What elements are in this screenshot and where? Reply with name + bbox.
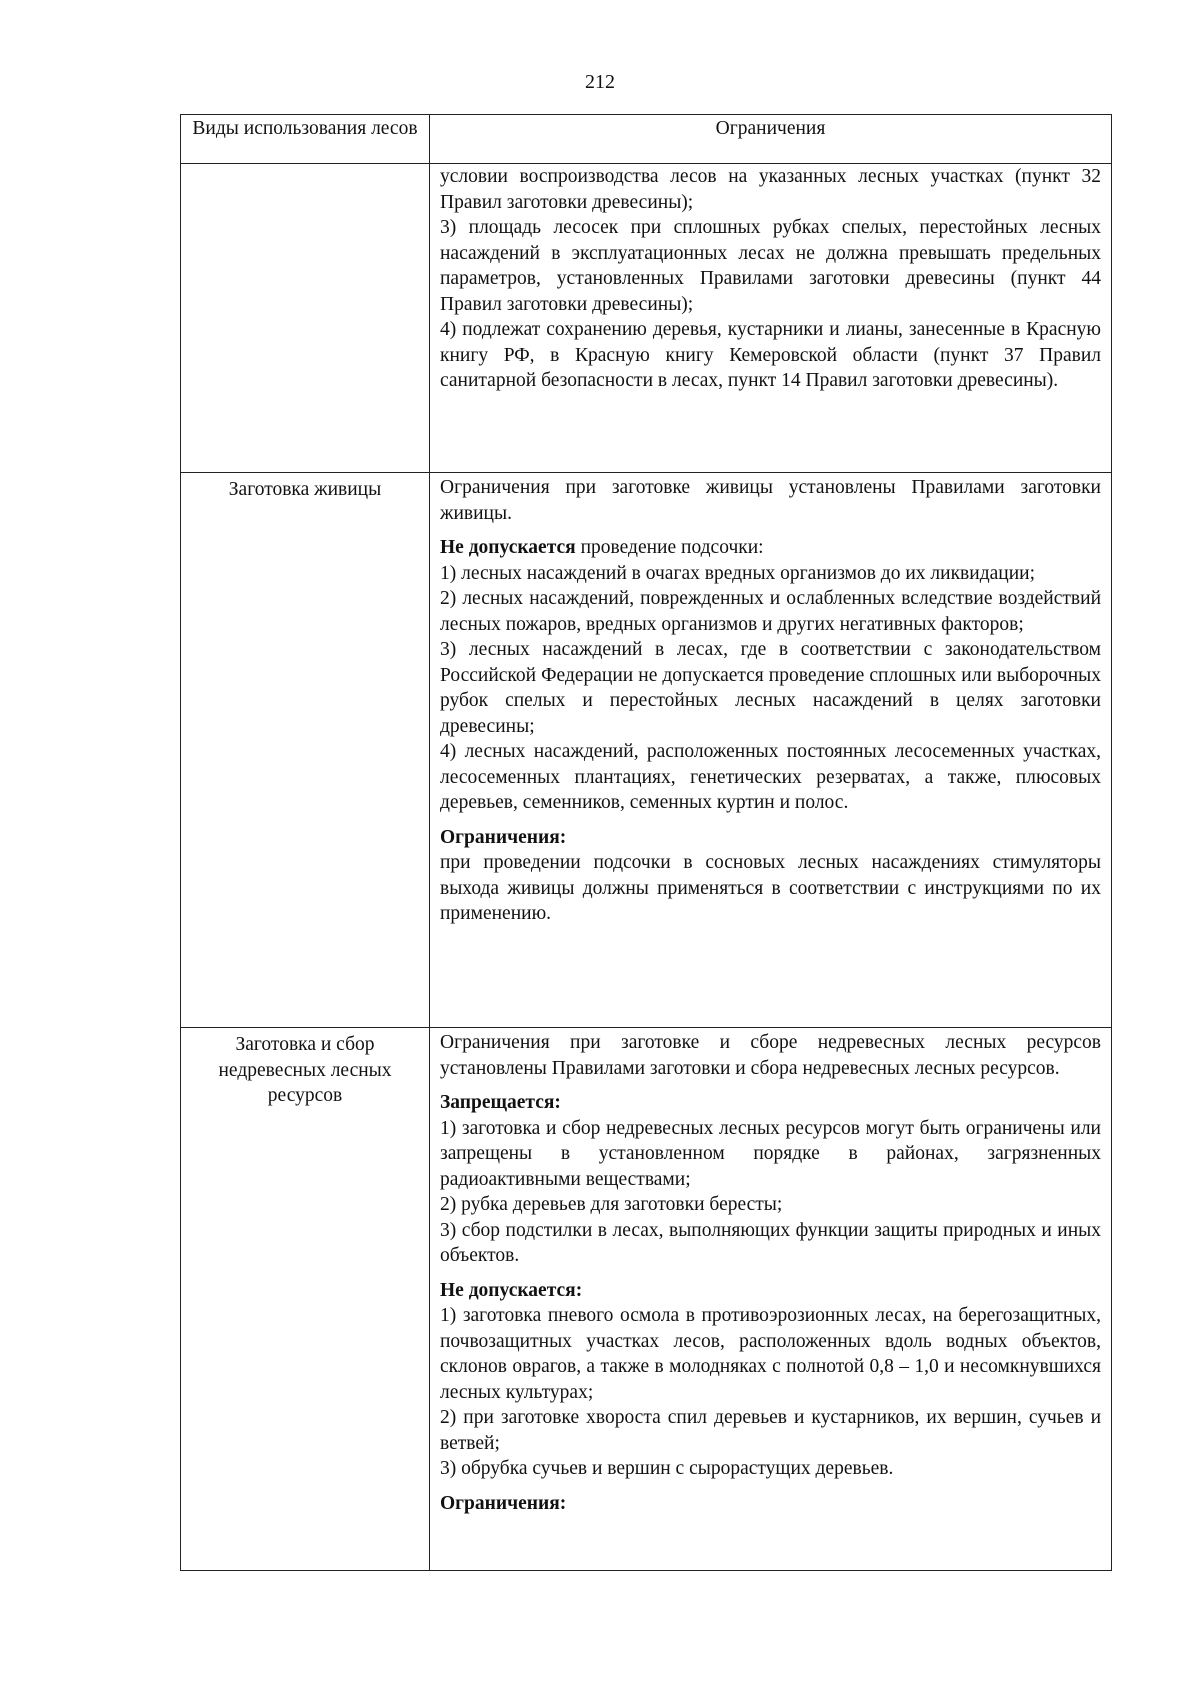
list-item: 3) сбор подстилки в лесах, выполняющих функции защиты природных и иных объектов. [440,1219,1101,1266]
table-row [181,473,1112,1028]
list-item: 1) заготовка и сбор недревесных лесных ресурсов могут быть ограничены или запрещены в установленном порядке в районах, загрязненных радиоактивными веществами; [440,1117,1101,1190]
list-item: 1) заготовка пневого осмола в противоэрозионных лесах, на берегозащитных, почвозащитных участках лесов, расположенных вдоль водных объектов, склонов оврагов, а также в молодняках с полнотой 0,8 – 1,0 и несомкнувшихся лесных культурах; [440,1305,1101,1403]
use-type-label: Заготовка живицы [228,479,382,500]
limits-heading: Ограничения: [440,826,567,848]
restrictions-cell [430,1028,1112,1571]
list-item: 1) лесных насаждений в очагах вредных организмов до их ликвидации; [440,562,1035,584]
header-use-type: Виды использования лесов [181,115,430,164]
page-number: 212 [585,71,615,93]
table-row [181,164,1112,473]
forest-use-restrictions-table [180,114,1112,1571]
use-type-cell [181,164,430,473]
limits-paragraph: при проведении подсочки в сосновых лесных насаждениях стимуляторы выхода живицы должны применяться в соответствии с инструкциями по их применению. [440,852,1101,924]
intro-paragraph: Ограничения при заготовке и сборе недревесных лесных ресурсов установлены Правилами заготовки и сбора недревесных лесных ресурсов. [440,1032,1101,1079]
header-restrictions: Ограничения [430,115,1112,164]
paragraph: условии воспроизводства лесов на указанных лесных участках (пункт 32 Правил заготовки древесины); [440,166,1101,213]
limits-heading: Ограничения: [440,1492,567,1514]
use-type-label [191,164,419,166]
use-type-cell [181,473,430,1028]
list-item: 3) обрубка сучьев и вершин с сырорастущих деревьев. [440,1458,894,1479]
not-allowed-heading: Не допускается: [440,1279,583,1301]
list-item: 3) лесных насаждений в лесах, где в соответствии с законодательством Российской Федерации не допускается проведение сплошных или выборочных рубок спелых и перестойных лесных насаждений в целях заготовки древесины; [440,639,1101,737]
list-item: 2) рубка деревьев для заготовки бересты; [440,1194,783,1215]
prohibited-heading: Не допускается [440,537,576,558]
table-header-row [181,115,1112,164]
prohibited-rest: проведение подсочки: [575,537,764,558]
table-row [181,1028,1112,1571]
list-item: 4) лесных насаждений, расположенных постоянных лесосеменных участках, лесосеменных плантациях, генетических резерватах, а также, плюсовых деревьев, семенников, семенных куртин и полос. [440,741,1101,813]
use-type-label: Заготовка и сбор недревесных лесных ресурсов [218,1034,392,1106]
list-item: 2) при заготовке хвороста спил деревьев и кустарников, их вершин, сучьев и ветвей; [440,1407,1101,1454]
use-type-cell [181,1028,430,1571]
prohibited-lead [440,535,1101,561]
restrictions-cell [430,473,1112,1028]
restrictions-cell [430,164,1112,473]
list-item: 2) лесных насаждений, поврежденных и ослабленных вследствие воздействий лесных пожаров, вредных организмов и других негативных факторов; [440,588,1101,635]
paragraph: 4) подлежат сохранению деревья, кустарники и лианы, занесенные в Красную книгу РФ, в Красную книгу Кемеровской области (пункт 37 Правил санитарной безопасности в лесах, пункт 14 Правил заготовки древесины). [440,319,1101,391]
forbidden-heading: Запрещается: [440,1092,561,1113]
intro-paragraph: Ограничения при заготовке живицы установлены Правилами заготовки живицы. [440,477,1101,524]
paragraph: 3) площадь лесосек при сплошных рубках спелых, перестойных лесных насаждений в эксплуатационных лесах не должна превышать предельных параметров, установленных Правилами заготовки древесины (пункт 44 Правил заготовки древесины); [440,217,1101,315]
